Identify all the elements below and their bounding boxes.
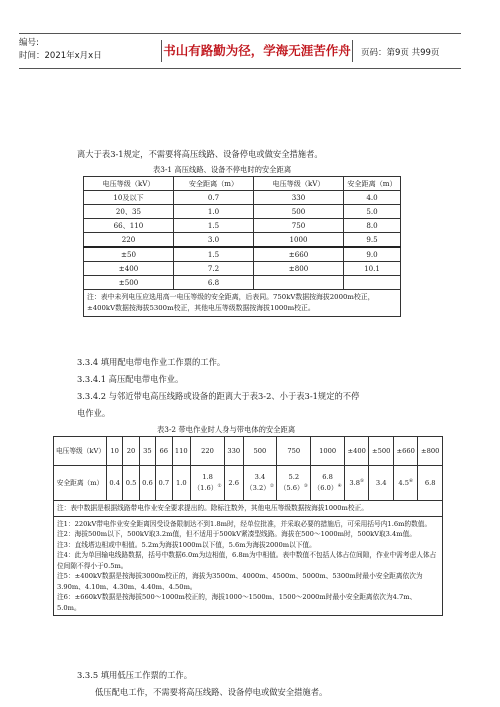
table1-note: 注：表中未列电压应选用高一电压等级的安全距离，后表同。750kV数据按海拔2000m校正，±400kV数据按海拔5300m校正，其他电压等级数据按海拔1000m校正。 (84, 290, 401, 317)
footnote: 注3：直线塔边相或中相值。5.2m为海拔1000m以下值，5.6m为海拔2000m以下值。 (57, 540, 316, 549)
table-cell (254, 276, 344, 290)
table-cell: ±50 (84, 247, 174, 262)
paragraph: 离大于表3-1规定，不需要将高压线路、设备停电或做安全措施者。 (77, 149, 323, 159)
table-cell: 9.0 (344, 247, 401, 262)
footnote: 注6：±660kV数据是按海拔500～1000m校正的，海拔1000～1500m、1500～2000m时最小安全距离依次为4.7m、5.0m。 (57, 593, 417, 612)
table-cell (123, 466, 139, 501)
cell-value: 1.0 (175, 478, 187, 487)
table-cell (243, 466, 277, 501)
table-cell (277, 466, 311, 501)
table1-header-row (84, 177, 401, 191)
table-cell: 1.5 (174, 219, 254, 233)
table-cell: ±400 (84, 262, 174, 276)
table-cell (344, 276, 401, 290)
footnote-mark: ④ (337, 483, 342, 489)
table-row (84, 276, 401, 290)
cell-value: 1.8（1.6） (193, 472, 218, 493)
header-meta (19, 37, 102, 63)
table-cell: 10 (107, 437, 123, 466)
paragraph: 3.3.4 填用配电带电作业工作票的工作。 (77, 357, 226, 367)
page-info: 页码：第9页 共99页 (361, 48, 440, 58)
cell-value: 3.4（3.2） (245, 472, 270, 493)
footnote: 注5：±400kV数据是按海拔3000m校正的，海拔为3500m、4000m、4500m、5000m、5300m时最小安全距离依次为3.90m、4.10m、4.30m、4.40m、4.50m。 (57, 572, 423, 591)
table-cell: 5.0 (344, 205, 401, 219)
footnote: 注2：海拔500m以下，500kV取3.2m值，但不适用于500kV紧凑型线路。海拔在500～1000m时，500kV取3.4m值。 (57, 530, 416, 538)
table-cell: 1.0 (174, 205, 254, 219)
table-cell: 750 (277, 437, 311, 466)
table-row (84, 233, 401, 248)
cell-value: 3.4 (375, 478, 387, 487)
table1 (83, 176, 401, 317)
cell-value: 4.5 (398, 479, 409, 488)
table-cell (311, 466, 345, 501)
cell-value: 6.8（6.0） (313, 472, 338, 493)
page-header (19, 33, 461, 69)
table-cell: 9.5 (344, 233, 401, 248)
table2-footnotes (54, 516, 443, 616)
table-cell: 4.0 (344, 191, 401, 205)
cell-value: 0.4 (109, 478, 120, 487)
table2 (53, 436, 443, 616)
table-cell (156, 466, 172, 501)
table-cell: 66、110 (84, 219, 174, 233)
header-slogan: 书山有路勤为径，学海无涯苦作舟 (161, 40, 353, 62)
table-cell: 220 (191, 437, 225, 466)
footnote-mark: ② (269, 483, 274, 489)
paragraph: 3.3.5 填用低压工作票的工作。 (77, 670, 193, 680)
table-cell (191, 466, 225, 501)
table-cell (224, 466, 243, 501)
cell-value: 0.7 (158, 478, 170, 487)
table1-header-cell: 电压等级（kV） (84, 177, 174, 191)
table-cell: 20 (123, 437, 139, 466)
table-cell (393, 466, 417, 501)
table2-caption: 表3-2 带电作业时人身与带电体的安全距离 (157, 425, 296, 434)
paragraph: 电作业。 (77, 408, 111, 418)
table2-voltage-row (54, 437, 443, 466)
paragraph: 3.3.4.1 高压配电带电作业。 (77, 374, 184, 384)
cell-value: 5.2（5.6） (279, 472, 304, 493)
table-cell (418, 466, 443, 501)
table-cell: 110 (172, 437, 191, 466)
table-cell: ±660 (254, 247, 344, 262)
table-cell: 1.5 (174, 247, 254, 262)
table2-distance-row (54, 466, 443, 501)
table-cell (369, 466, 393, 501)
footnote-mark: ⑤ (360, 479, 365, 485)
table1-header-cell: 安全距离（m） (344, 177, 401, 191)
table2-row-label: 电压等级（kV） (54, 437, 107, 466)
table-cell: 220 (84, 233, 174, 248)
table1-header-cell: 安全距离（m） (174, 177, 254, 191)
table-cell: ±500 (369, 437, 393, 466)
table-cell: ±400 (345, 437, 369, 466)
table-cell: 35 (139, 437, 155, 466)
paragraph: 3.3.4.2 与邻近带电高压线路或设备的距离大于表3-2、小于表3-1规定的不停 (77, 391, 360, 401)
table2-note: 注：表中数据是根据线路带电作业安全要求提出的。除标注数外，其他电压等级数据按海拔1000m校正。 (54, 501, 443, 517)
table-row (84, 205, 401, 219)
table1-header-cell: 电压等级（kV） (254, 177, 344, 191)
table-cell: 1000 (254, 233, 344, 248)
table-cell: 1000 (311, 437, 345, 466)
table-row (84, 262, 401, 276)
table2-footnotes-row (54, 516, 443, 616)
table-cell: ±800 (254, 262, 344, 276)
table-cell: ±800 (418, 437, 443, 466)
table-cell: 500 (254, 205, 344, 219)
table-row (84, 219, 401, 233)
cell-value: 0.6 (142, 478, 153, 487)
table2-note-row (54, 501, 443, 517)
table1-note-row (84, 290, 401, 317)
table-cell: 500 (243, 437, 277, 466)
cell-value: 6.8 (424, 478, 436, 487)
table-cell: 10及以下 (84, 191, 174, 205)
footnote-mark: ⑥ (408, 479, 414, 485)
table-cell: 10.1 (344, 262, 401, 276)
footnote-mark: ③ (303, 483, 308, 489)
table-cell (107, 466, 123, 501)
table-cell: 20、35 (84, 205, 174, 219)
table-cell: 330 (254, 191, 344, 205)
table-cell: 0.7 (174, 191, 254, 205)
footnote: 注1：220kV带电作业安全距离因受设备限制达不到1.8m时，经单位批准，并采取必要的措施后，可采用括号内1.6m的数值。 (57, 519, 432, 528)
table-cell: ±660 (393, 437, 417, 466)
table-cell: ±500 (84, 276, 174, 290)
table-cell: 3.0 (174, 233, 254, 248)
table-cell (345, 466, 369, 501)
table-cell (172, 466, 191, 501)
table-row (84, 247, 401, 262)
table-cell: 330 (224, 437, 243, 466)
time-label: 时间：2021年x月x日 (19, 51, 102, 61)
paragraph: 低压配电工作，不需要将高压线路、设备停电或做安全措施者。 (95, 687, 328, 697)
table-cell: 66 (156, 437, 172, 466)
number-label: 编号: (19, 38, 39, 48)
table-cell: 750 (254, 219, 344, 233)
table-cell: 7.2 (174, 262, 254, 276)
table-cell: 8.0 (344, 219, 401, 233)
table2-row-label: 安全距离（m） (54, 466, 107, 501)
table-cell: 6.8 (174, 276, 254, 290)
cell-value: 3.8 (349, 479, 361, 488)
footnote: 注4：此为单回输电线路数据，括号中数据6.0m为边相值，6.8m为中相值。表中数值不包括人体占位间隙，作业中需考虑人体占位间隙不得小于0.5m。 (57, 551, 437, 570)
table-cell (139, 466, 155, 501)
footnote-mark: ① (217, 483, 222, 489)
cell-value: 2.6 (228, 478, 240, 487)
table-row (84, 191, 401, 205)
table1-caption: 表3-1 高压线路、设备不停电时的安全距离 (153, 165, 292, 174)
cell-value: 0.5 (125, 478, 137, 487)
